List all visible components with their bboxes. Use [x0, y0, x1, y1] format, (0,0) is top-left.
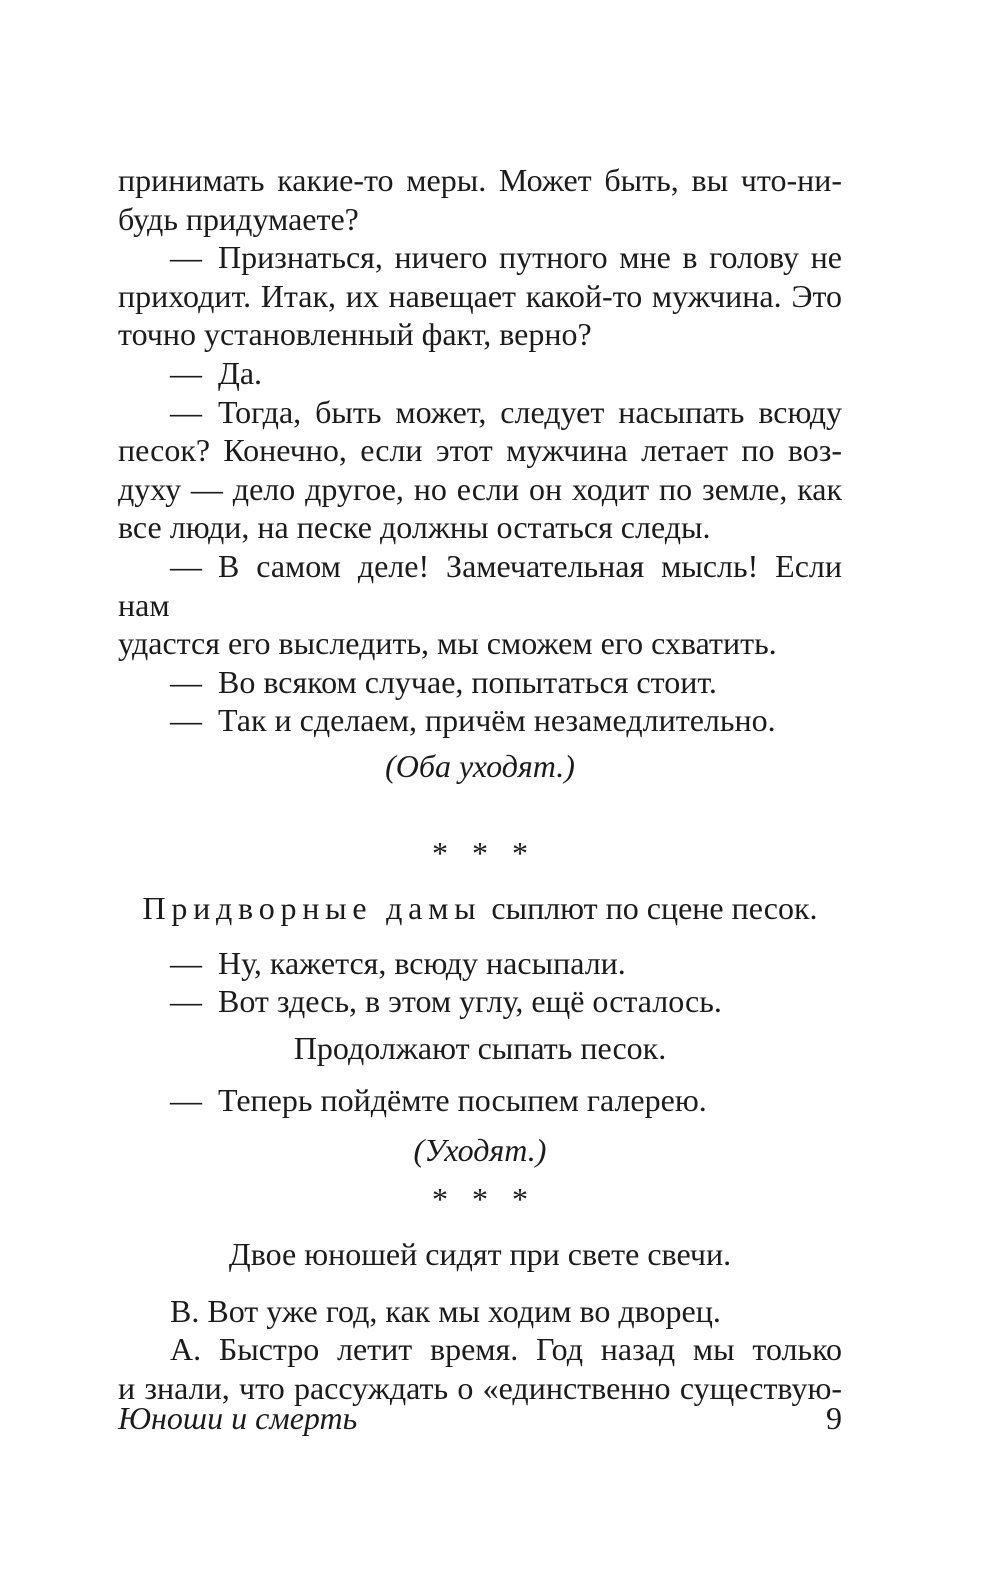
stage-direction-italic: [118, 747, 842, 786]
text-line: духу — дело другое, но если он ходит по земле, как: [118, 470, 842, 507]
text-line: — Признаться, ничего путного мне в голову не: [170, 239, 842, 276]
stage-direction-italic: [118, 1131, 842, 1170]
text-line: приходит. Итак, их навещает какой-то мужчина. Это: [118, 277, 842, 314]
text-line: будь придумаете?: [118, 200, 359, 237]
text-line: песок? Конечно, если этот мужчина летает по воз-: [118, 432, 842, 469]
text-line: все люди, на песке должны остаться следы.: [118, 509, 711, 546]
paragraph: [118, 701, 842, 740]
paragraph: [118, 944, 842, 983]
paragraph: [118, 354, 842, 393]
paragraph: [118, 1081, 842, 1120]
stage-direction: [118, 889, 842, 928]
text-line: точно установленный факт, верно?: [118, 316, 592, 353]
paragraph: [118, 982, 842, 1021]
paragraph: [118, 161, 842, 238]
text-line: А. Быстро летит время. Год назад мы только: [170, 1331, 842, 1368]
page-body: [118, 161, 842, 1408]
page-number: 9: [826, 1400, 842, 1436]
scene-separator: * * *: [432, 834, 528, 871]
paragraph: [118, 393, 842, 547]
stage-direction: Продолжают сыпать песок.: [293, 1029, 667, 1066]
paragraph: [118, 663, 842, 702]
stage-direction-text: сыплют по сцене песок.: [491, 890, 818, 927]
text-line: — Ну, кажется, всюду насыпали.: [170, 944, 626, 981]
stage-direction-text: (Уходят.): [413, 1132, 547, 1169]
text-line: — Да.: [170, 354, 263, 391]
text-line: — Теперь пойдёмте посыпем галерею.: [170, 1082, 707, 1119]
text-line: — Во всяком случае, попытаться стоит.: [170, 663, 717, 700]
text-line: — В самом деле! Замечательная мысль! Если нам: [118, 547, 842, 623]
text-line: удастся его выследить, мы сможем его схватить.: [118, 625, 777, 662]
scene-separator: * * *: [432, 1180, 528, 1217]
text-line: — Тогда, быть может, следует насыпать всюду: [170, 393, 842, 430]
stage-direction: Двое юношей сидят при свете свечи.: [228, 1236, 732, 1273]
stage-direction-text: (Оба уходят.): [385, 747, 575, 784]
text-line: — Так и сделаем, причём незамедлительно.: [170, 702, 776, 739]
text-line: В. Вот уже год, как мы ходим во дворец.: [170, 1292, 721, 1329]
paragraph: [118, 547, 842, 663]
running-title: Юноши и смерть: [118, 1400, 358, 1436]
text-line: и знали, что рассуждать о «единственно существую-: [118, 1370, 842, 1407]
paragraph: [118, 238, 842, 354]
paragraph: [118, 1330, 842, 1407]
character-name-spaced: Придворные дамы: [142, 890, 482, 927]
text-line: принимать какие-то меры. Может быть, вы что-ни-: [118, 162, 842, 198]
text-line: — Вот здесь, в этом углу, ещё осталось.: [170, 983, 722, 1020]
running-footer: [118, 1399, 842, 1438]
paragraph: [118, 1292, 842, 1331]
